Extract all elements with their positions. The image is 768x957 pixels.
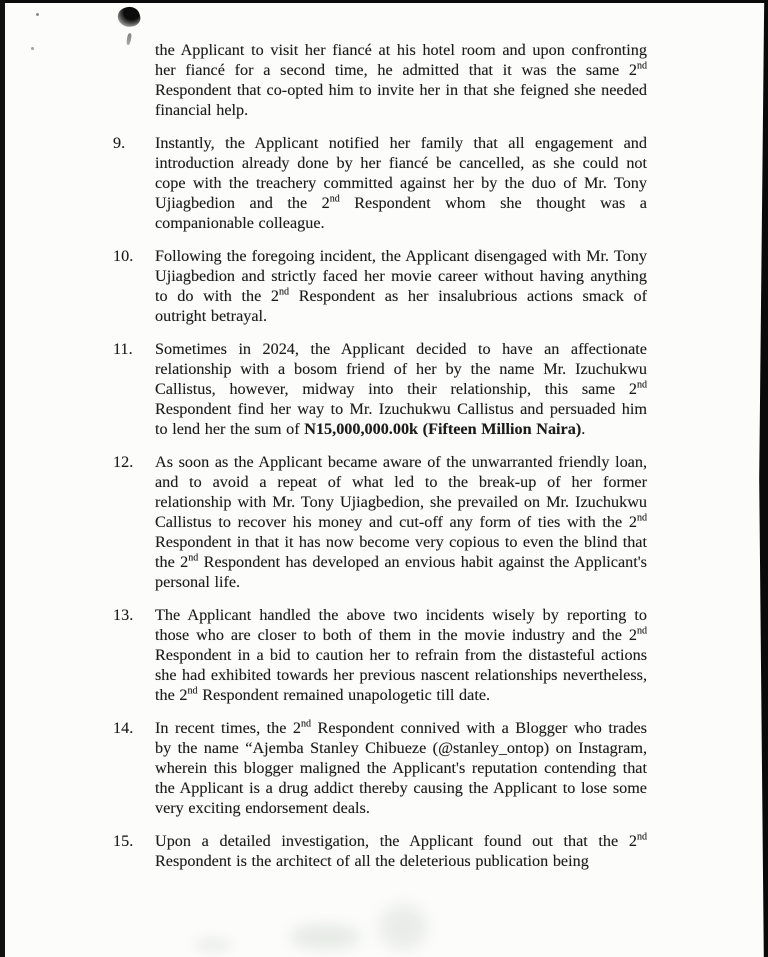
paragraph bbox=[113, 246, 647, 326]
paragraph-text: Sometimes in 2024, the Applicant decided to have an affectionate relationship with a bosom friend of her by the name Mr. Izuchukwu Callistus, however, midway into their relationship, this same 2 bbox=[155, 340, 647, 398]
paragraph-number: 14. bbox=[113, 719, 134, 737]
ink-blot-mark bbox=[116, 5, 142, 30]
document-body bbox=[113, 40, 647, 884]
paragraph-text: As soon as the Applicant became aware of the unwarranted friendly loan, and to avoid a repeat of what led to the break-up of her former relationship with Mr. Tony Ujiagbedion, she prevailed on Mr. Izuchukwu Callistus to recover his money and cut-off any form of ties with the 2 bbox=[155, 453, 647, 531]
scan-smudge bbox=[195, 938, 231, 952]
paragraph-text: Respondent has developed an envious habit against the Applicant's personal life. bbox=[155, 553, 647, 591]
paragraph-text: Respondent in that it has now become very copious to even the blind that the 2 bbox=[155, 533, 647, 571]
paragraph-text: nd bbox=[301, 718, 312, 730]
paragraph bbox=[113, 831, 647, 871]
paragraph-text: nd bbox=[329, 193, 340, 205]
scan-smudge bbox=[380, 905, 426, 949]
paragraph-text: nd bbox=[636, 379, 647, 391]
paragraph-text: nd bbox=[636, 512, 647, 524]
paragraph bbox=[113, 452, 647, 592]
paragraph-number: 15. bbox=[113, 832, 134, 850]
paragraph-text: Following the foregoing incident, the Applicant disengaged with Mr. Tony Ujiagbedion and strictly faced her movie career without having anything to do with the 2 bbox=[155, 247, 647, 305]
paragraph bbox=[113, 133, 647, 233]
paragraph bbox=[113, 339, 647, 439]
paragraph-number: 10. bbox=[113, 247, 134, 265]
paragraph-text: Respondent in a bid to caution her to refrain from the distasteful actions she had exhibited towards her previous nascent relationships nevertheless, the 2 bbox=[155, 646, 647, 704]
scan-edge-right bbox=[758, 0, 768, 957]
paragraph-text: In recent times, the 2 bbox=[155, 719, 302, 737]
paragraph-text: The Applicant handled the above two incidents wisely by reporting to those who are closer to both of them in the movie industry and the 2 bbox=[155, 606, 647, 644]
paragraph-text: nd bbox=[279, 286, 290, 298]
paragraph-text: Instantly, the Applicant notified her family that all engagement and introduction already done by her fiancé be cancelled, as she could not cope with the treachery committed against her by the duo of Mr. Tony Ujiagbedion and the 2 bbox=[155, 134, 647, 212]
paragraph-number: 12. bbox=[113, 453, 134, 471]
ink-blot-tail bbox=[126, 33, 132, 46]
paragraph-text: Respondent as her insalubrious actions smack of outright betrayal. bbox=[155, 287, 647, 325]
paragraph-text: Upon a detailed investigation, the Applicant found out that the 2 bbox=[155, 832, 637, 850]
paragraph-number: 11. bbox=[113, 340, 133, 358]
paragraph-number: 13. bbox=[113, 606, 134, 624]
paragraph-text: the Applicant to visit her fiancé at his hotel room and upon confronting her fiancé for a second time, he admitted that it was the same 2 bbox=[155, 41, 647, 79]
scan-smudge bbox=[290, 925, 360, 949]
paragraph-text: Respondent remained unapologetic till date. bbox=[197, 686, 491, 704]
paragraph bbox=[113, 605, 647, 705]
paragraph-text: Respondent is the architect of all the deleterious publication being bbox=[155, 852, 589, 870]
scan-speck bbox=[31, 47, 34, 50]
paragraph-text: nd bbox=[188, 552, 199, 564]
paragraph bbox=[113, 718, 647, 818]
scan-edge-left bbox=[0, 0, 5, 957]
paragraph-text: Respondent connived with a Blogger who trades by the name “Ajemba Stanley Chibueze (@stanley_ontop) on Instagram, wherein this blogger maligned the Applicant's reputation contending that the Applicant is a drug addict thereby causing the Applicant to lose some very exciting endorsement deals. bbox=[155, 719, 647, 817]
paragraph-text: Respondent that co-opted him to invite her in that she feigned she needed financial help. bbox=[155, 81, 647, 119]
paragraph-text: nd bbox=[636, 60, 647, 72]
paragraph-text: N15,000,000.00k (Fifteen Million Naira) bbox=[304, 420, 582, 438]
scan-edge-top bbox=[0, 0, 768, 3]
scan-speck bbox=[36, 13, 39, 16]
paragraph-text: nd bbox=[187, 685, 198, 697]
paragraph-text: Respondent find her way to Mr. Izuchukwu Callistus and persuaded him to lend her the sum of bbox=[155, 400, 647, 438]
paragraph-text: . bbox=[581, 420, 586, 438]
paragraph-text: nd bbox=[636, 831, 647, 843]
paragraph-text: Respondent whom she thought was a companionable colleague. bbox=[155, 194, 647, 232]
paragraph-text: nd bbox=[636, 625, 647, 637]
paragraph bbox=[155, 40, 647, 120]
paragraph-number: 9. bbox=[113, 134, 126, 152]
